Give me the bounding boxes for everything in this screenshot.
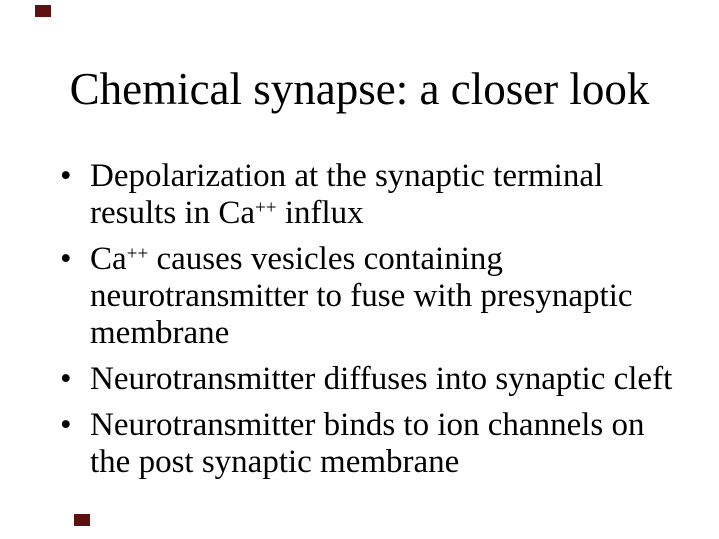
bullet-line-rest: influx — [276, 195, 364, 231]
bullet-line — [90, 278, 700, 315]
bullet-line — [90, 407, 700, 444]
bullet-item — [60, 361, 700, 398]
bullet-text — [90, 158, 700, 232]
bullet-line — [90, 361, 700, 398]
bullet-line-text: results in Ca — [90, 195, 255, 231]
bullet-icon: • — [60, 158, 72, 194]
bullet-line — [90, 315, 700, 352]
bullet-line — [90, 444, 700, 481]
bullet-line-text: the post synaptic membrane — [90, 444, 460, 480]
bullet-text — [90, 361, 700, 398]
bullet-icon: • — [60, 407, 72, 443]
bullet-list — [60, 158, 700, 490]
bullet-line — [90, 241, 700, 278]
bullet-line-text: membrane — [90, 315, 230, 351]
bullet-line-text: Neurotransmitter binds to ion channels on — [90, 407, 645, 443]
slide-decoration-bottom-left — [74, 514, 90, 526]
slide-title: Chemical synapse: a closer look — [69, 64, 650, 114]
superscript-plus-plus: ++ — [254, 197, 277, 219]
bullet-line-text: Ca — [90, 241, 127, 277]
slide-decoration-top-left — [35, 5, 51, 17]
bullet-line-text: Depolarization at the synaptic terminal — [90, 158, 604, 194]
bullet-icon: • — [60, 241, 72, 277]
bullet-line-text: neurotransmitter to fuse with presynaptic — [90, 278, 633, 314]
bullet-item — [60, 407, 700, 481]
bullet-text — [90, 241, 700, 352]
bullet-line-rest: causes vesicles containing — [148, 241, 503, 277]
bullet-text — [90, 407, 700, 481]
bullet-line — [90, 195, 700, 232]
bullet-item — [60, 158, 700, 232]
bullet-line-text: Neurotransmitter diffuses into synaptic cleft — [90, 361, 673, 397]
superscript-plus-plus: ++ — [126, 243, 149, 265]
bullet-item — [60, 241, 700, 352]
bullet-line — [90, 158, 700, 195]
bullet-icon: • — [60, 361, 72, 397]
